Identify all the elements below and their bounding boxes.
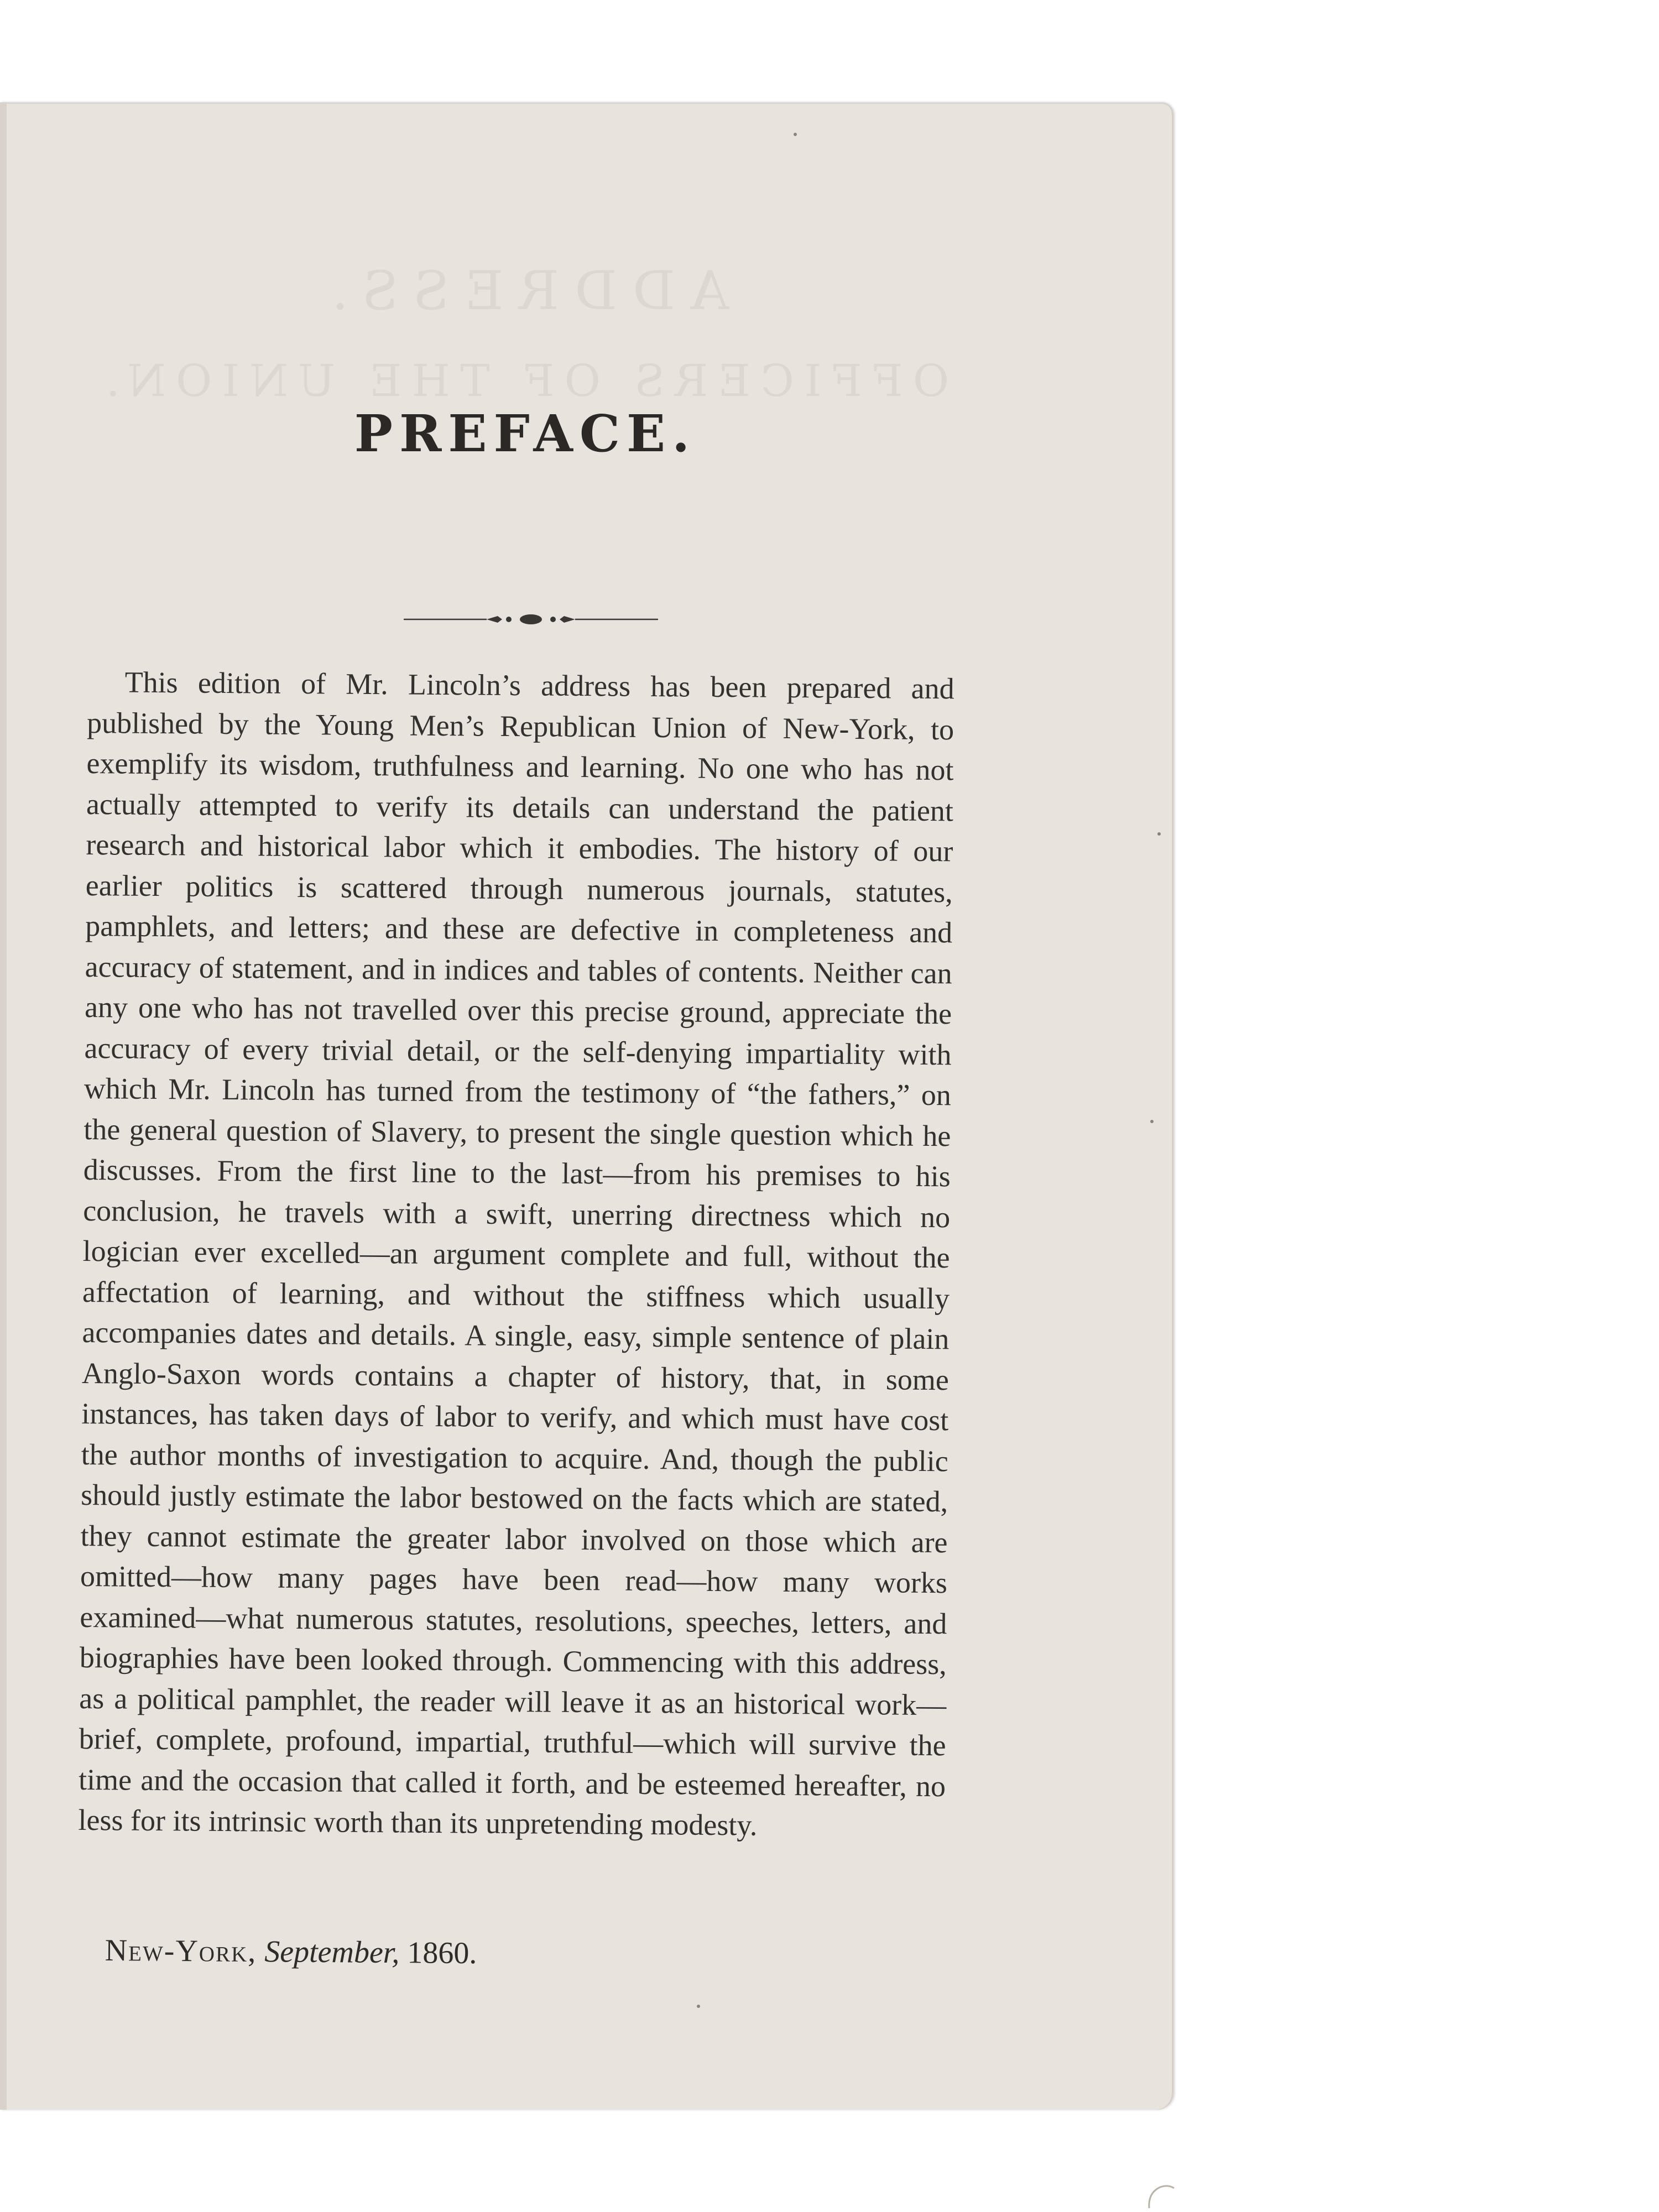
signoff-month: September,: [264, 1934, 400, 1970]
show-through-text: [66, 260, 979, 406]
preface-paragraph: This edition of Mr. Lincoln’s address has been prepared and published by the Young Men’s Republican Union of New-York, to exemplify its wisdom, truthfulness and learning. No one who has not actually attempted to verify its details can understand the patient research and historical labor which it embodies. The history of our earlier politics is scattered through numerous journals, statutes, pamphlets, and letters; and these are defective in completeness and accuracy of statement, and in indices and tables of contents. Neither can any one who has not travelled over this precise ground, appreciate the accuracy of every trivial detail, or the self-denying impartiality with which Mr. Lincoln has turned from the testimony of “the fathers,” on the general question of Slavery, to present the single question which he discusses. From the first line to the last—from his premises to his conclusion, he travels with a swift, unerring directness which no logician ever excelled—an argument complete and full, without the affectation of learning, and without the stiffness which usually accompanies dates and details. A single, easy, simple sentence of plain Anglo-Saxon words contains a chapter of history, that, in some instances, has taken days of labor to verify, and which must have cost the author months of investigation to acquire. And, though the public should justly estimate the labor bestowed on the facts which are stated, they cannot estimate the greater labor involved on those which are omitted—how many pages have been read—how many works examined—what numerous statutes, resolutions, speeches, letters, and biographies have been looked through. Commencing with this address, as a political pamphlet, the reader will leave it as an historical work—brief, complete, profound, impartial, truthful—which will survive the time and the occasion that called it forth, and be esteemed hereafter, no less for its intrinsic worth than its unpretending modesty.: [78, 665, 954, 1842]
paper-speck: [697, 2005, 700, 2008]
signoff-line: [105, 1933, 477, 1971]
signoff-year: 1860.: [407, 1936, 477, 1971]
paper-speck: [794, 133, 797, 136]
page-heading: PREFACE.: [354, 404, 697, 463]
show-through-line-1: ADDRESS.: [316, 260, 729, 322]
signoff-place: New-York,: [105, 1933, 257, 1969]
paper-speck: [1157, 832, 1161, 836]
book-page: [0, 102, 1173, 2110]
show-through-line-2: OFFICERS OF THE UNION.: [96, 355, 950, 406]
page-corner-curl-icon: [1144, 2176, 1177, 2209]
paper-speck: [1150, 1120, 1154, 1123]
ornament-divider-icon: [404, 611, 658, 628]
